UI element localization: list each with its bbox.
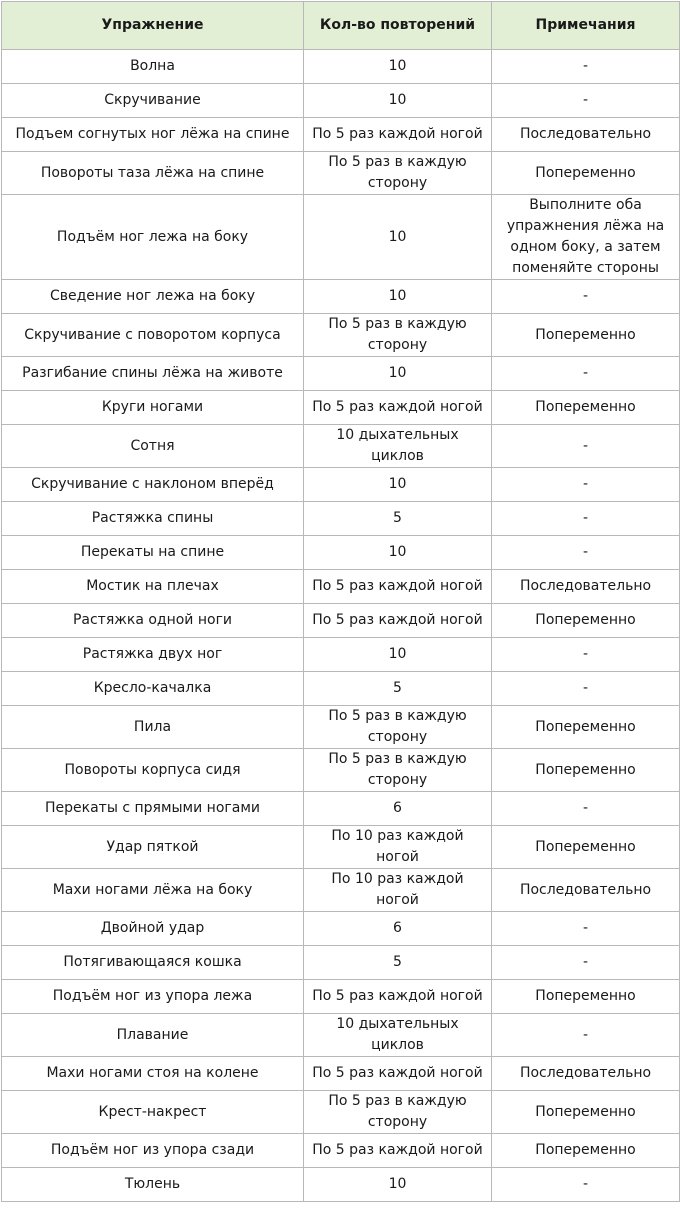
exercise-cell: Растяжка одной ноги <box>2 604 304 638</box>
exercise-cell: Скручивание с наклоном вперёд <box>2 468 304 502</box>
exercise-cell: Махи ногами стоя на колене <box>2 1057 304 1091</box>
table-row <box>2 468 680 502</box>
exercise-cell: Мостик на плечах <box>2 570 304 604</box>
notes-cell: Последовательно <box>492 1057 680 1091</box>
reps-cell: 10 <box>304 536 492 570</box>
notes-cell: Попеременно <box>492 391 680 425</box>
reps-cell: 5 <box>304 946 492 980</box>
reps-cell: По 5 раз каждой ногой <box>304 118 492 152</box>
exercise-cell: Удар пяткой <box>2 826 304 869</box>
reps-cell: По 5 раз в каждую сторону <box>304 152 492 195</box>
reps-cell: По 5 раз каждой ногой <box>304 604 492 638</box>
table-row <box>2 869 680 912</box>
reps-cell: 10 <box>304 468 492 502</box>
notes-cell: - <box>492 912 680 946</box>
exercise-cell: Сведение ног лежа на боку <box>2 280 304 314</box>
notes-cell: Попеременно <box>492 1134 680 1168</box>
reps-cell: По 5 раз в каждую сторону <box>304 749 492 792</box>
reps-cell: 10 <box>304 50 492 84</box>
exercise-cell: Подъём ног из упора сзади <box>2 1134 304 1168</box>
table-row <box>2 118 680 152</box>
notes-cell: - <box>492 280 680 314</box>
table-row <box>2 1134 680 1168</box>
exercise-cell: Подъём ног лежа на боку <box>2 195 304 280</box>
table-row <box>2 280 680 314</box>
reps-cell: По 5 раз каждой ногой <box>304 570 492 604</box>
exercise-cell: Скручивание <box>2 84 304 118</box>
table-row <box>2 425 680 468</box>
table-row <box>2 50 680 84</box>
notes-cell: Попеременно <box>492 826 680 869</box>
table-row <box>2 672 680 706</box>
reps-cell: 10 <box>304 280 492 314</box>
exercise-cell: Потягивающаяся кошка <box>2 946 304 980</box>
notes-cell: - <box>492 502 680 536</box>
notes-cell: Попеременно <box>492 749 680 792</box>
exercise-cell: Подъем согнутых ног лёжа на спине <box>2 118 304 152</box>
table-row <box>2 314 680 357</box>
reps-cell: 10 <box>304 1168 492 1202</box>
notes-cell: - <box>492 468 680 502</box>
notes-cell: - <box>492 946 680 980</box>
table-row <box>2 536 680 570</box>
exercise-cell: Растяжка двух ног <box>2 638 304 672</box>
exercise-cell: Крест-накрест <box>2 1091 304 1134</box>
exercise-table <box>1 1 680 1202</box>
exercise-cell: Перекаты на спине <box>2 536 304 570</box>
exercise-cell: Повороты таза лёжа на спине <box>2 152 304 195</box>
reps-cell: 10 <box>304 638 492 672</box>
notes-cell: - <box>492 50 680 84</box>
notes-cell: - <box>492 1014 680 1057</box>
reps-cell: 10 <box>304 357 492 391</box>
exercise-cell: Тюлень <box>2 1168 304 1202</box>
notes-cell: - <box>492 84 680 118</box>
notes-cell: Попеременно <box>492 604 680 638</box>
reps-cell: 5 <box>304 502 492 536</box>
exercise-cell: Подъём ног из упора лежа <box>2 980 304 1014</box>
notes-cell: - <box>492 536 680 570</box>
table-row <box>2 912 680 946</box>
reps-cell: 6 <box>304 912 492 946</box>
table-row <box>2 980 680 1014</box>
reps-cell: По 10 раз каждой ногой <box>304 826 492 869</box>
table-row <box>2 391 680 425</box>
notes-cell: - <box>492 638 680 672</box>
exercise-cell: Растяжка спины <box>2 502 304 536</box>
reps-cell: По 5 раз каждой ногой <box>304 1134 492 1168</box>
reps-cell: По 5 раз каждой ногой <box>304 391 492 425</box>
reps-cell: 10 <box>304 84 492 118</box>
notes-cell: Попеременно <box>492 980 680 1014</box>
exercise-cell: Плавание <box>2 1014 304 1057</box>
column-header-exercise: Упражнение <box>2 2 304 50</box>
table-row <box>2 152 680 195</box>
notes-cell: Попеременно <box>492 314 680 357</box>
table-row <box>2 1168 680 1202</box>
table-row <box>2 604 680 638</box>
exercise-cell: Кресло-качалка <box>2 672 304 706</box>
exercise-cell: Скручивание с поворотом корпуса <box>2 314 304 357</box>
exercise-cell: Перекаты с прямыми ногами <box>2 792 304 826</box>
notes-cell: Попеременно <box>492 706 680 749</box>
exercise-cell: Разгибание спины лёжа на животе <box>2 357 304 391</box>
notes-cell: Попеременно <box>492 152 680 195</box>
reps-cell: 5 <box>304 672 492 706</box>
table-row <box>2 84 680 118</box>
table-row <box>2 570 680 604</box>
notes-cell: Последовательно <box>492 869 680 912</box>
notes-cell: Последовательно <box>492 118 680 152</box>
reps-cell: По 10 раз каждой ногой <box>304 869 492 912</box>
table-row <box>2 1091 680 1134</box>
table-row <box>2 638 680 672</box>
table-row <box>2 195 680 280</box>
reps-cell: 10 дыхательных циклов <box>304 425 492 468</box>
notes-cell: - <box>492 792 680 826</box>
table-row <box>2 792 680 826</box>
table-row <box>2 502 680 536</box>
table-header-row <box>2 2 680 50</box>
table-row <box>2 826 680 869</box>
notes-cell: Последовательно <box>492 570 680 604</box>
exercise-cell: Двойной удар <box>2 912 304 946</box>
exercise-cell: Повороты корпуса сидя <box>2 749 304 792</box>
table-row <box>2 357 680 391</box>
notes-cell: - <box>492 357 680 391</box>
notes-cell: Попеременно <box>492 1091 680 1134</box>
reps-cell: 10 дыхательных циклов <box>304 1014 492 1057</box>
notes-cell: - <box>492 1168 680 1202</box>
reps-cell: 10 <box>304 195 492 280</box>
column-header-reps: Кол-во повторений <box>304 2 492 50</box>
reps-cell: 6 <box>304 792 492 826</box>
reps-cell: По 5 раз в каждую сторону <box>304 314 492 357</box>
notes-cell: - <box>492 672 680 706</box>
table-row <box>2 946 680 980</box>
notes-cell: Выполните оба упражнения лёжа на одном боку, а затем поменяйте стороны <box>492 195 680 280</box>
exercise-cell: Махи ногами лёжа на боку <box>2 869 304 912</box>
exercise-cell: Волна <box>2 50 304 84</box>
notes-cell: - <box>492 425 680 468</box>
table-row <box>2 1057 680 1091</box>
reps-cell: По 5 раз в каждую сторону <box>304 1091 492 1134</box>
table-row <box>2 1014 680 1057</box>
table-row <box>2 749 680 792</box>
column-header-notes: Примечания <box>492 2 680 50</box>
reps-cell: По 5 раз каждой ногой <box>304 1057 492 1091</box>
reps-cell: По 5 раз каждой ногой <box>304 980 492 1014</box>
exercise-cell: Сотня <box>2 425 304 468</box>
exercise-cell: Пила <box>2 706 304 749</box>
reps-cell: По 5 раз в каждую сторону <box>304 706 492 749</box>
exercise-cell: Круги ногами <box>2 391 304 425</box>
table-row <box>2 706 680 749</box>
